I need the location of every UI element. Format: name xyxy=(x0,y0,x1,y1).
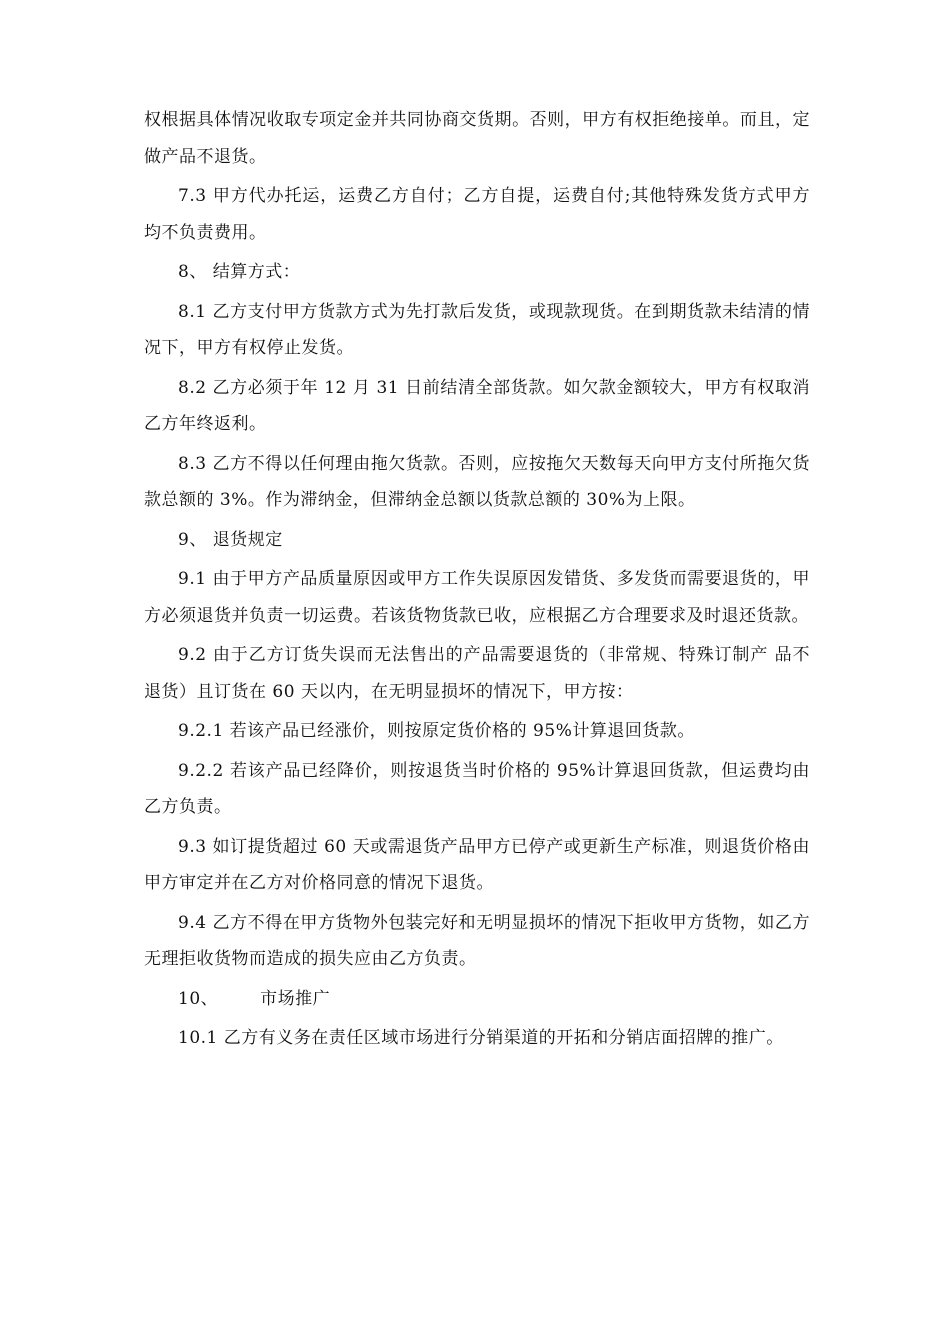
paragraph-8-3: 8.3 乙方不得以任何理由拖欠货款。否则，应按拖欠天数每天向甲方支付所拖欠货款总额的 3%。作为滞纳金，但滞纳金总额以货款总额的 30%为上限。 xyxy=(144,453,810,510)
paragraph-9-2: 9.2 由于乙方订货失误而无法售出的产品需要退货的（非常规、特殊订制产 品不退货）且订货在 60 天以内，在无明显损坏的情况下，甲方按： xyxy=(144,645,810,702)
paragraph-10-1: 10.1 乙方有义务在责任区域市场进行分销渠道的开拓和分销店面招牌的推广。 xyxy=(178,1028,784,1048)
paragraph-8-2: 8.2 乙方必须于年 12 月 31 日前结清全部货款。如欠款金额较大，甲方有权取消乙方年终返利。 xyxy=(144,377,810,434)
paragraph-7-3: 7.3 甲方代办托运，运费乙方自付；乙方自提，运费自付;其他特殊发货方式甲方均不负责费用。 xyxy=(144,186,810,243)
paragraph-9-1: 9.1 由于甲方产品质量原因或甲方工作失误原因发错货、多发货而需要退货的，甲方必须退货并负责一切运费。若该货物货款已收，应根据乙方合理要求及时退还货款。 xyxy=(144,569,810,626)
document-body xyxy=(144,102,810,1060)
heading-section-10-number: 10、 xyxy=(178,988,219,1009)
paragraph-9-3: 9.3 如订提货超过 60 天或需退货产品甲方已停产或更新生产标准，则退货价格由甲方审定并在乙方对价格同意的情况下退货。 xyxy=(144,836,810,893)
heading-section-8: 8、 结算方式： xyxy=(178,262,301,282)
paragraph-9-2-1: 9.2.1 若该产品已经涨价，则按原定货价格的 95%计算退回货款。 xyxy=(178,721,695,741)
paragraph-9-4: 9.4 乙方不得在甲方货物外包装完好和无明显损坏的情况下拒收甲方货物，如乙方无理拒收货物而造成的损失应由乙方负责。 xyxy=(144,912,810,969)
paragraph-9-2-2: 9.2.2 若该产品已经降价，则按退货当时价格的 95%计算退回货款，但运费均由乙方负责。 xyxy=(144,760,810,817)
heading-section-10-title: 市场推广 xyxy=(260,988,331,1009)
heading-section-10 xyxy=(144,981,810,1018)
heading-section-9: 9、 退货规定 xyxy=(178,529,283,550)
paragraph-8-1: 8.1 乙方支付甲方货款方式为先打款后发货，或现款现货。在到期货款未结清的情况下，甲方有权停止发货。 xyxy=(144,301,810,358)
paragraph-7-2-continued: 权根据具体情况收取专项定金并共同协商交货期。否则，甲方有权拒绝接单。而且，定做产品不退货。 xyxy=(144,110,810,167)
